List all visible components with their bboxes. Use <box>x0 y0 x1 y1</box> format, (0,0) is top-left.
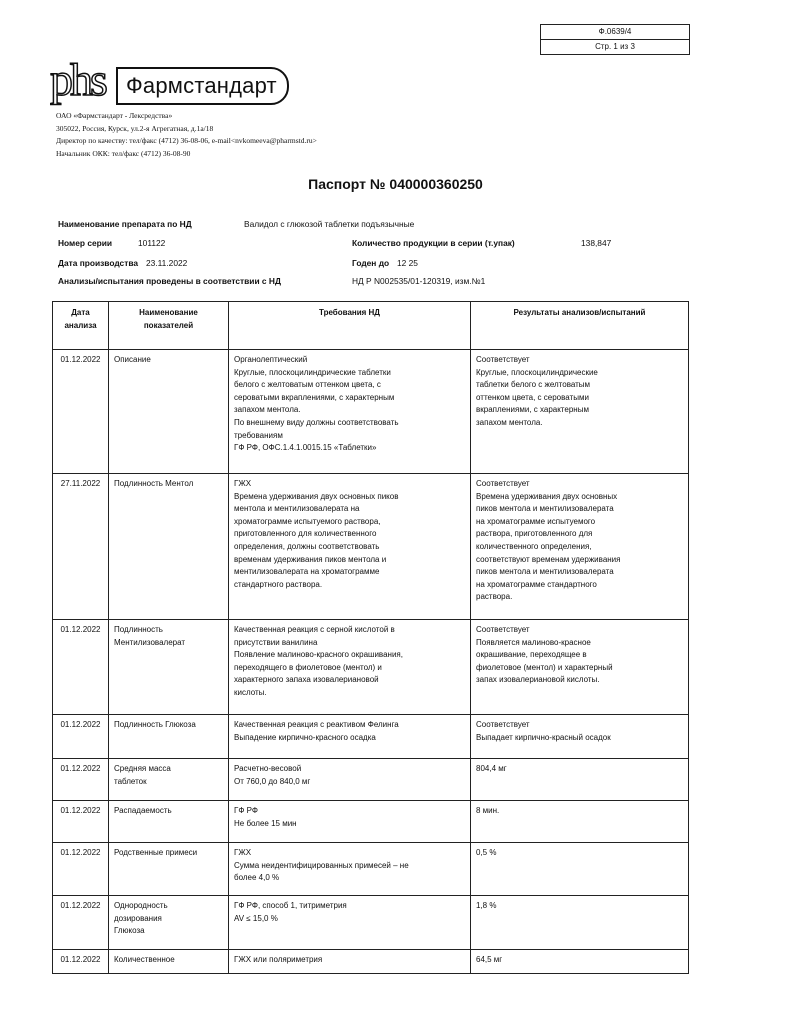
row-result: 8 мин. <box>471 801 689 843</box>
column-header-indicator: Наименование показателей <box>109 302 229 350</box>
row-result: Соответствует Круглые, плоскоцилиндрические таблетки белого с желтоватым оттенком цвета, с сероватыми вкраплениями, с характерным запахом ментола. <box>471 350 689 474</box>
row-result: 1,8 % <box>471 896 689 950</box>
row-result: 64,5 мг <box>471 950 689 974</box>
series-value: 101122 <box>138 238 166 248</box>
row-requirement: Качественная реакция с реактивом Фелинга Выпадение кирпично-красного осадка <box>229 715 471 759</box>
table-row <box>53 715 689 759</box>
row-requirement: Органолептический Круглые, плоскоцилиндрические таблетки белого с желтоватым оттенком цвета, с сероватыми вкраплениями, с характерным запахом ментола. По внешнему виду должны соответствовать требованиям ГФ РФ, ОФС.1.4.1.0015.15 «Таблетки» <box>229 350 471 474</box>
row-date: 27.11.2022 <box>53 474 109 620</box>
production-date-label: Дата производства <box>58 258 139 268</box>
row-date: 01.12.2022 <box>53 715 109 759</box>
quality-director-contact: Директор по качеству: тел/факс (4712) 36-08-06, e-mail<nvkomeeva@pharmstd.ru> <box>56 136 317 145</box>
company-logo <box>50 54 289 110</box>
page-number: Стр. 1 из 3 <box>541 39 689 54</box>
row-result: Соответствует Появляется малиново-красное окрашивание, переходящее в фиолетовое (ментол) и характерный запах изовалериановой кислоты. <box>471 620 689 715</box>
table-row <box>53 843 689 896</box>
row-result: 0,5 % <box>471 843 689 896</box>
row-result: Соответствует Выпадает кирпично-красный осадок <box>471 715 689 759</box>
production-date-value: 23.11.2022 <box>146 258 188 268</box>
analysis-standard-label: Анализы/испытания проведены в соответствии с НД <box>58 276 281 286</box>
row-result: 804,4 мг <box>471 759 689 801</box>
row-requirement: ГЖХ Сумма неидентифицированных примесей – не более 4,0 % <box>229 843 471 896</box>
quantity-value: 138,847 <box>581 238 612 248</box>
row-indicator: Распадаемость <box>109 801 229 843</box>
row-indicator: Описание <box>109 350 229 474</box>
table-row <box>53 759 689 801</box>
column-header-results: Результаты анализов/испытаний <box>471 302 689 350</box>
table-row <box>53 620 689 715</box>
row-date: 01.12.2022 <box>53 801 109 843</box>
expiry-value: 12 25 <box>397 258 418 268</box>
row-indicator: Средняя масса таблеток <box>109 759 229 801</box>
qc-head-contact: Начальник ОКК: тел/факс (4712) 36-08-90 <box>56 148 191 158</box>
row-indicator: Подлинность Ментилизовалерат <box>109 620 229 715</box>
logo-mark-text: phs <box>50 54 105 105</box>
logo-name: Фармстандарт <box>116 67 289 105</box>
row-indicator: Подлинность Глюкоза <box>109 715 229 759</box>
logo-mark <box>50 54 120 109</box>
table-row <box>53 950 689 974</box>
row-requirement: ГФ РФ, способ 1, титриметрия AV ≤ 15,0 % <box>229 896 471 950</box>
row-date: 01.12.2022 <box>53 620 109 715</box>
column-header-requirements: Требования НД <box>229 302 471 350</box>
row-requirement: ГЖХ Времена удерживания двух основных пиков ментола и ментилизовалерата на хроматограмме испытуемого раствора, приготовленного для количественного определения, должны соответствовать временам удерживания пиков ментола и ментилизовалерата на хроматограмме стандартного раствора. <box>229 474 471 620</box>
row-indicator: Подлинность Ментол <box>109 474 229 620</box>
row-date: 01.12.2022 <box>53 950 109 974</box>
table-row <box>53 801 689 843</box>
row-date: 01.12.2022 <box>53 843 109 896</box>
company-address: 305022, Россия, Курск, ул.2-я Агрегатная, д.1а/18 <box>56 123 214 133</box>
row-date: 01.12.2022 <box>53 350 109 474</box>
row-requirement: ГЖХ или поляриметрия <box>229 950 471 974</box>
row-date: 01.12.2022 <box>53 896 109 950</box>
table-row <box>53 350 689 474</box>
table-row <box>53 896 689 950</box>
expiry-label: Годен до <box>352 258 390 268</box>
results-table <box>52 301 689 974</box>
form-code: Ф.0639/4 <box>598 27 632 36</box>
row-requirement: ГФ РФ Не более 15 мин <box>229 801 471 843</box>
row-indicator: Родственные примеси <box>109 843 229 896</box>
row-requirement: Расчетно-весовой От 760,0 до 840,0 мг <box>229 759 471 801</box>
row-requirement: Качественная реакция с серной кислотой в присутствии ванилина Появление малиново-красного окрашивания, переходящего в фиолетовое (ментол) и характерного запаха изовалериановой кислоты. <box>229 620 471 715</box>
series-label: Номер серии <box>58 238 113 248</box>
page-title: Паспорт № 040000360250 <box>308 176 483 192</box>
row-indicator: Однородность дозирования Глюкоза <box>109 896 229 950</box>
column-header-date: Дата анализа <box>53 302 109 350</box>
quantity-label: Количество продукции в серии (т.упак) <box>352 238 515 248</box>
row-date: 01.12.2022 <box>53 759 109 801</box>
drug-name-label: Наименование препарата по НД <box>58 219 192 229</box>
drug-name-value: Валидол с глюкозой таблетки подъязычные <box>244 219 415 229</box>
form-code-box <box>540 24 690 55</box>
row-indicator: Количественное <box>109 950 229 974</box>
analysis-standard-value: НД Р N002535/01-120319, изм.№1 <box>352 276 486 286</box>
row-result: Соответствует Времена удерживания двух основных пиков ментола и ментилизовалерата на хроматограмме испытуемого раствора, приготовленного для количественного определения, соответствуют временам удерживания пиков ментола и ментилизовалерата на хроматограмме стандартного раствора. <box>471 474 689 620</box>
table-row <box>53 474 689 620</box>
company-name: ОАО «Фармстандарт - Лексредства» <box>56 111 173 120</box>
table-header-row <box>53 302 689 350</box>
company-details <box>56 110 317 160</box>
